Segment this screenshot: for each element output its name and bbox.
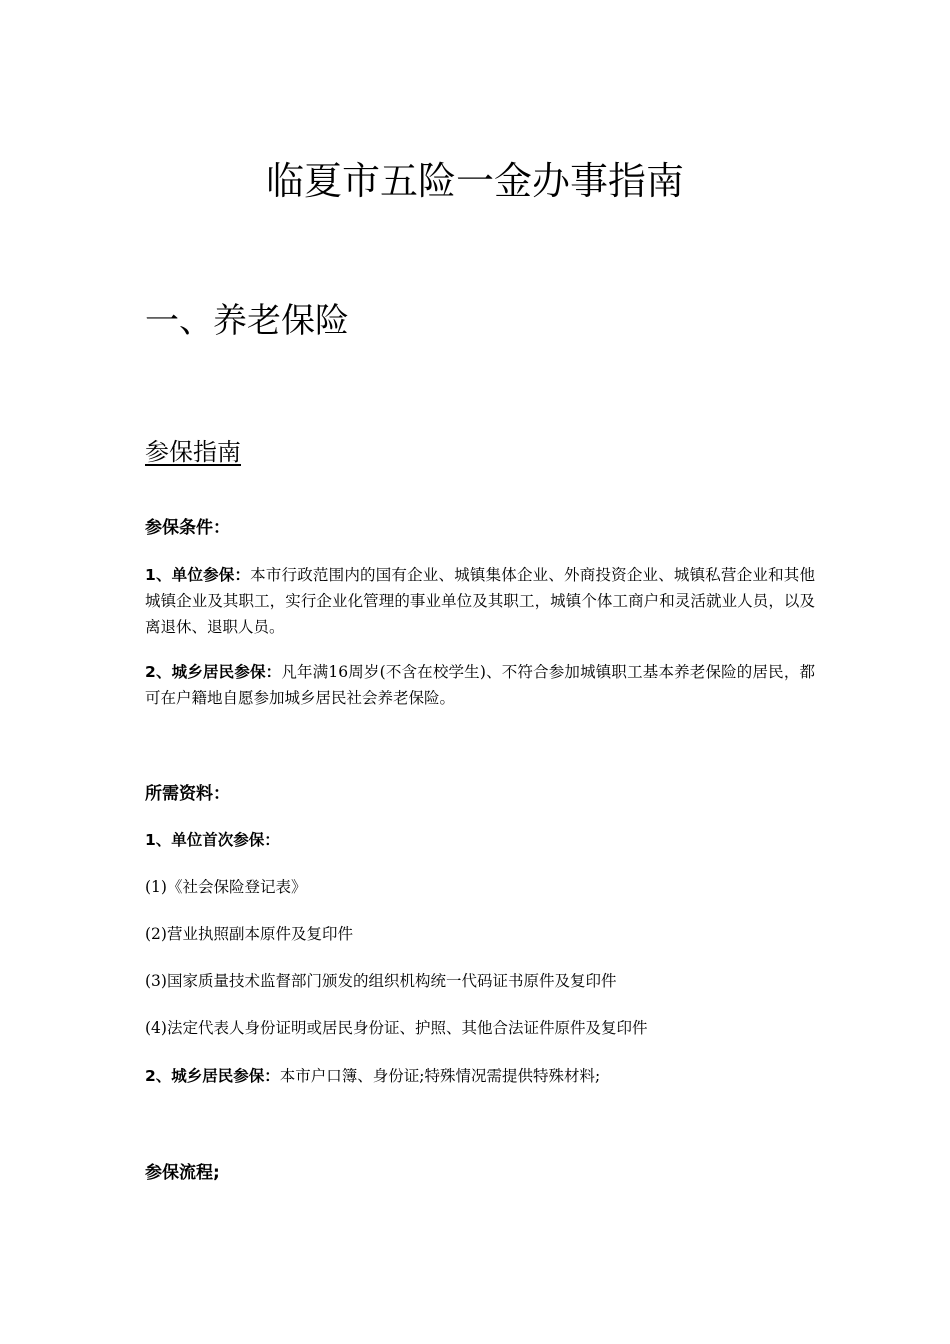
condition-item-unit — [145, 562, 815, 640]
condition-item-resident — [145, 659, 815, 711]
materials-unit-item-3: (3)国家质量技术监督部门颁发的组织机构统一代码证书原件及复印件 — [145, 972, 617, 990]
materials-unit-item-2: (2)营业执照副本原件及复印件 — [145, 925, 353, 943]
materials-unit-item-4: (4)法定代表人身份证明或居民身份证、护照、其他合法证件原件及复印件 — [145, 1019, 648, 1037]
materials-resident-lead: 2、城乡居民参保： — [145, 1067, 280, 1085]
materials-resident — [145, 1063, 600, 1089]
section-heading-pension: 一、养老保险 — [145, 301, 349, 341]
materials-unit-label: 1、单位首次参保： — [145, 831, 280, 849]
subheading-enrollment-guide: 参保指南 — [145, 438, 241, 466]
condition-item-resident-lead: 2、城乡居民参保： — [145, 663, 282, 681]
conditions-label: 参保条件： — [145, 518, 230, 538]
process-label: 参保流程; — [145, 1163, 220, 1183]
materials-resident-text: 本市户口簿、身份证;特殊情况需提供特殊材料; — [279, 1067, 601, 1085]
condition-item-unit-text: 本市行政范围内的国有企业、城镇集体企业、外商投资企业、城镇私营企业和其他城镇企业及其职工，实行企业化管理的事业单位及其职工，城镇个体工商户和灵活就业人员，以及离退休、退职人员。 — [145, 566, 815, 636]
condition-item-resident-text: 凡年满16周岁(不含在校学生)、不符合参加城镇职工基本养老保险的居民，都可在户籍地自愿参加城乡居民社会养老保险。 — [145, 663, 815, 707]
materials-label: 所需资料： — [145, 784, 230, 804]
condition-item-unit-lead: 1、单位参保： — [145, 566, 251, 584]
materials-unit-item-1: (1)《社会保险登记表》 — [145, 878, 307, 896]
document-title: 临夏市五险一金办事指南 — [265, 159, 684, 203]
